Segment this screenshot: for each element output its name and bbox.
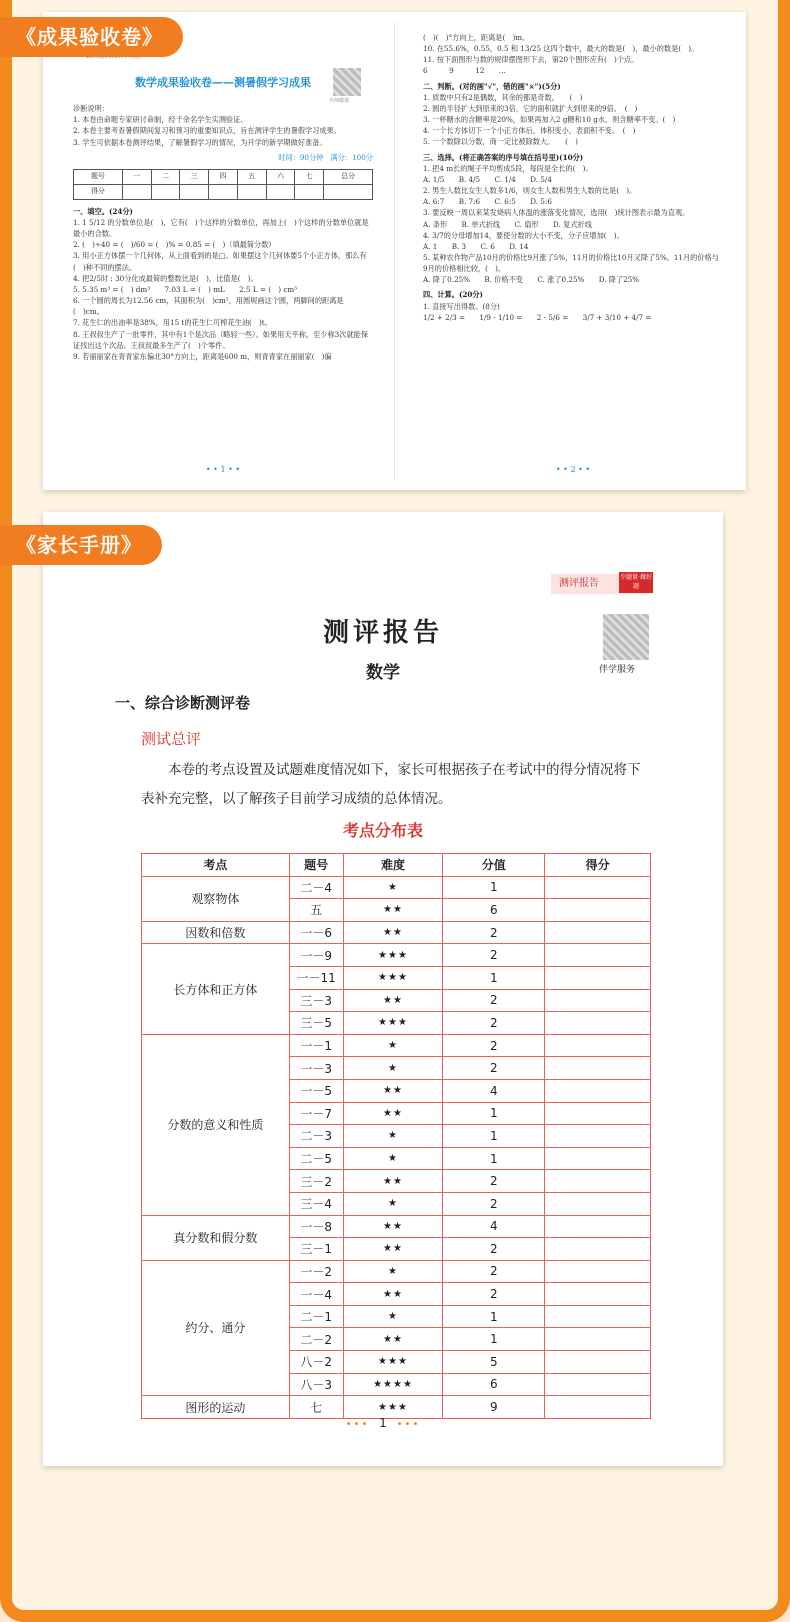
section-judge: 二、判断。(对的画"√"，错的画"×")(5分) <box>423 81 561 91</box>
question-number-cell: 七 <box>289 1396 343 1419</box>
points-cell: 2 <box>443 921 545 944</box>
question-item: 7. 花生仁的出油率是38%，用15 t的花生仁可榨花生油( )t。 <box>73 318 272 328</box>
table-row <box>142 921 651 944</box>
difficulty-cell: ★ <box>343 1125 443 1148</box>
points-cell: 5 <box>443 1351 545 1374</box>
difficulty-cell: ★★ <box>343 899 443 922</box>
score-cell <box>266 184 295 199</box>
score-cell <box>545 1396 651 1419</box>
difficulty-cell: ★★ <box>343 1102 443 1125</box>
difficulty-cell: ★★ <box>343 1238 443 1261</box>
section-choose: 三、选择。(将正确答案的序号填在括号里)(10分) <box>423 152 584 162</box>
choose-item: 3. 要反映一周以来某发烧病人体温的涨落变化情况，选用( )统计图表示最为直观。 <box>423 208 690 218</box>
table-row <box>142 1215 651 1238</box>
exam-qr-code <box>333 68 361 96</box>
points-cell: 2 <box>443 1034 545 1057</box>
difficulty-cell: ★★ <box>343 989 443 1012</box>
difficulty-cell: ★ <box>343 876 443 899</box>
score-header-cell: 题号 <box>74 169 123 184</box>
points-cell: 2 <box>443 1238 545 1261</box>
score-header-cell: 六 <box>266 169 295 184</box>
question-number-cell: 一－11 <box>289 966 343 989</box>
banner-parent-handbook: 《家长手册》 <box>0 525 162 565</box>
question-item: 4. 把2/5时 : 30分化成最简的整数比是( )，比值是( )。 <box>73 273 258 283</box>
choose-item: 2. 男生人数比女生人数多1/6，则女生人数和男生人数的比是( )。 <box>423 186 637 196</box>
points-cell: 1 <box>443 1102 545 1125</box>
score-cell <box>545 1260 651 1283</box>
judge-questions <box>423 92 723 148</box>
difficulty-cell: ★★ <box>343 1215 443 1238</box>
score-cell <box>545 1351 651 1374</box>
difficulty-cell: ★★★ <box>343 966 443 989</box>
question-number-cell: 五 <box>289 899 343 922</box>
exam-title: 数学成果验收卷——测暑假学习成果 <box>135 76 311 89</box>
score-row-label: 得分 <box>74 184 123 199</box>
difficulty-cell: ★ <box>343 1147 443 1170</box>
report-badge-sub: 少题量·做好题 <box>619 572 653 593</box>
choose-item: A. 1/5 B. 4/5 C. 1/4 D. 5/4 <box>423 174 552 184</box>
score-header-cell: 一 <box>122 169 151 184</box>
question-number-cell: 一－2 <box>289 1260 343 1283</box>
report-qr-code <box>603 614 649 660</box>
difficulty-cell: ★★★★ <box>343 1373 443 1396</box>
column-header: 得分 <box>545 854 651 877</box>
score-cell <box>545 1283 651 1306</box>
difficulty-cell: ★★★ <box>343 944 443 967</box>
points-cell: 2 <box>443 944 545 967</box>
page-number: 1 <box>379 1416 387 1430</box>
score-cell <box>180 184 209 199</box>
topic-cell: 图形的运动 <box>142 1396 290 1419</box>
question-number-cell: 八－2 <box>289 1351 343 1374</box>
exam-right-page <box>423 12 723 490</box>
points-cell: 6 <box>443 1373 545 1396</box>
page-dots-left: ••• <box>345 1419 370 1430</box>
topic-cell: 分数的意义和性质 <box>142 1034 290 1215</box>
report-subsection-heading: 测试总评 <box>141 730 202 748</box>
question-number-cell: 三－4 <box>289 1192 343 1215</box>
section-calc: 四、计算。(20分) <box>423 290 483 300</box>
fill-in-questions-continued <box>423 32 723 77</box>
question-item: 3. 用小正方体摆一个几何体，从上面看到的是□。如果摆这个几何体要5个小正方体，那么有( )种不同的摆法。 <box>73 251 367 272</box>
difficulty-cell: ★★★ <box>343 1396 443 1419</box>
question-item: 8. 王叔叔生产了一批零件，其中有1个是次品（略轻一些）。如果用天平称，至少称3次就能保证找出这个次品。王叔叔最多生产了( )个零件。 <box>73 329 369 350</box>
points-cell: 2 <box>443 1283 545 1306</box>
calc-expressions: 1/2 + 2/3 = 1/9 - 1/10 = 2 - 5/6 = 3/7 + 3/10 + 4/7 = <box>423 312 652 322</box>
difficulty-cell: ★★ <box>343 921 443 944</box>
question-number-cell: 三－3 <box>289 989 343 1012</box>
table-row <box>142 944 651 967</box>
difficulty-cell: ★ <box>343 1034 443 1057</box>
exam-left-page <box>73 12 373 490</box>
question-item: 11. 按下面图形与数的规律摆图形下去，第20个图形应有( )个点。 <box>423 55 639 65</box>
question-number-cell: 一－8 <box>289 1215 343 1238</box>
question-number-cell: 二－5 <box>289 1147 343 1170</box>
points-cell: 6 <box>443 899 545 922</box>
points-cell: 1 <box>443 1305 545 1328</box>
choose-item: A. 条形 B. 单式折线 C. 扇形 D. 复式折线 <box>423 219 592 229</box>
score-cell <box>545 1125 651 1148</box>
judge-item: 5. 一个数除以分数，商一定比被除数大。 ( ) <box>423 137 578 147</box>
report-section-heading: 一、综合诊断测评卷 <box>115 694 251 712</box>
score-cell <box>545 1305 651 1328</box>
difficulty-cell: ★ <box>343 1260 443 1283</box>
score-cell <box>545 1034 651 1057</box>
score-header-cell: 五 <box>237 169 266 184</box>
question-number-cell: 一－4 <box>289 1283 343 1306</box>
choose-item: A. 1 B. 3 C. 6 D. 14 <box>423 241 529 251</box>
score-cell <box>545 1057 651 1080</box>
report-subject: 数学 <box>366 663 400 683</box>
report-page <box>43 512 723 1466</box>
question-item: 5. 5.35 m³ = ( ) dm³ 7.03 L = ( ) mL 2.5 L = ( ) cm³ <box>73 284 298 294</box>
question-number-cell: 一－5 <box>289 1079 343 1102</box>
question-number-cell: 三－5 <box>289 1012 343 1035</box>
report-page-number <box>43 1416 723 1430</box>
column-header: 考点 <box>142 854 290 877</box>
topic-cell: 长方体和正方体 <box>142 944 290 1034</box>
choose-item: 4. 3/7的分母增加14，要使分数的大小不变，分子应增加( )。 <box>423 230 624 240</box>
report-qr-label: 伴学服务 <box>599 665 636 675</box>
score-cell <box>545 1170 651 1193</box>
points-cell: 2 <box>443 1192 545 1215</box>
difficulty-cell: ★★ <box>343 1283 443 1306</box>
score-cell <box>545 1192 651 1215</box>
score-cell <box>545 944 651 967</box>
points-cell: 1 <box>443 876 545 899</box>
report-badge <box>551 574 651 594</box>
score-header-cell: 总分 <box>324 169 373 184</box>
points-cell: 1 <box>443 1328 545 1351</box>
table-row <box>142 1260 651 1283</box>
question-number-cell: 一－6 <box>289 921 343 944</box>
score-cell <box>545 899 651 922</box>
judge-item: 1. 质数中只有2是偶数，其余的都是奇数。 ( ) <box>423 92 583 102</box>
instruction-line: 1. 本卷由命题专家研讨命制，经千余名学生实测验证。 <box>73 115 248 125</box>
question-number-cell: 二－4 <box>289 876 343 899</box>
choose-questions <box>423 163 723 286</box>
column-header: 难度 <box>343 854 443 877</box>
exam-spread <box>43 12 746 490</box>
score-header-cell: 四 <box>209 169 238 184</box>
judge-item: 4. 一个长方体切下一个小正方体后，体积变小，表面积不变。 ( ) <box>423 126 636 136</box>
table-row <box>142 1396 651 1419</box>
question-number-cell: 一－1 <box>289 1034 343 1057</box>
exam-page-number-left: • • 1 • • <box>205 464 241 474</box>
topic-cell: 因数和倍数 <box>142 921 290 944</box>
difficulty-cell: ★★ <box>343 1079 443 1102</box>
question-number-cell: 一－7 <box>289 1102 343 1125</box>
points-cell: 4 <box>443 1079 545 1102</box>
column-header: 分值 <box>443 854 545 877</box>
table-row <box>142 1034 651 1057</box>
score-cell <box>545 1238 651 1261</box>
difficulty-cell: ★★ <box>343 1170 443 1193</box>
difficulty-cell: ★ <box>343 1057 443 1080</box>
score-cell <box>237 184 266 199</box>
topic-cell: 真分数和假分数 <box>142 1215 290 1260</box>
points-cell: 1 <box>443 1125 545 1148</box>
question-item: 2. ( )÷40 = ( )/60 = ( )% = 0.85 = ( )（填最简分数） <box>73 240 276 250</box>
question-number-cell: 三－1 <box>289 1238 343 1261</box>
exam-page-number-right: • • 2 • • <box>555 464 591 474</box>
page-dots-right: ••• <box>396 1419 421 1430</box>
instructions-list <box>73 114 373 147</box>
section-fill-in: 一、填空。(24分) <box>73 206 133 216</box>
difficulty-cell: ★ <box>343 1192 443 1215</box>
score-cell <box>545 1079 651 1102</box>
banner-exam: 《成果验收卷》 <box>0 17 183 57</box>
question-number-cell: 二－3 <box>289 1125 343 1148</box>
score-table <box>73 169 373 200</box>
calc-heading: 1. 直接写出得数。(8分) <box>423 301 500 311</box>
difficulty-cell: ★★★ <box>343 1351 443 1374</box>
question-number-cell: 一－9 <box>289 944 343 967</box>
exam-qr-label: 名师微课 <box>329 98 350 104</box>
question-item: 6. 一个圆的周长为12.56 cm，其面积为( )cm²，用圆规画这个圆，两脚间的距离是( )cm。 <box>73 296 344 317</box>
points-cell: 1 <box>443 1147 545 1170</box>
score-cell <box>324 184 373 199</box>
score-cell <box>545 1373 651 1396</box>
question-number-cell: 八－3 <box>289 1373 343 1396</box>
topic-cell: 观察物体 <box>142 876 290 921</box>
score-cell <box>545 1102 651 1125</box>
question-item: 9. 若丽丽家在青青家东偏北30°方向上，距离是600 m，则青青家在丽丽家( )偏 <box>73 351 332 361</box>
instruction-line: 3. 学生可依据本卷测评结果，了解暑假学习的情况，为开学的新学期做好准备。 <box>73 137 327 147</box>
score-header-cell: 二 <box>151 169 180 184</box>
score-cell <box>122 184 151 199</box>
points-cell: 2 <box>443 989 545 1012</box>
question-item: ( )( )°方向上，距离是( )m。 <box>423 33 530 42</box>
page-divider <box>394 22 395 480</box>
instruction-line: 2. 本卷主要考查暑假期间复习和预习的重要知识点，旨在测评学生的暑假学习成果。 <box>73 126 341 136</box>
difficulty-cell: ★★★ <box>343 1012 443 1035</box>
instructions-title: 诊断说明： <box>73 104 109 114</box>
distribution-table-title: 考点分布表 <box>342 821 423 840</box>
question-item: 1. 1 5/12 的分数单位是( )，它有( )个这样的分数单位，再加上( )个这样的分数单位就是最小的合数。 <box>73 217 369 239</box>
question-number-cell: 一－3 <box>289 1057 343 1080</box>
judge-item: 3. 一杯糖水的含糖率是20%，如果再加入2 g糖和10 g水，则含糖率不变。( ) <box>423 115 676 125</box>
question-number-cell: 二－2 <box>289 1328 343 1351</box>
score-cell <box>545 1012 651 1035</box>
column-header: 题号 <box>289 854 343 877</box>
table-row <box>142 876 651 899</box>
points-cell: 2 <box>443 1057 545 1080</box>
choose-item: 1. 把4 m长的绳子平均剪成5段，每段是全长的( )。 <box>423 163 593 173</box>
choose-item: A. 降了0.25% B. 价格不变 C. 涨了0.25% D. 降了25% <box>423 275 640 285</box>
report-badge-label: 测评报告 <box>559 578 599 589</box>
choose-item: A. 6:7 B. 7:6 C. 6:5 D. 5:6 <box>423 197 552 207</box>
points-cell: 2 <box>443 1012 545 1035</box>
topic-cell: 约分、通分 <box>142 1260 290 1396</box>
question-item: 10. 在55.6%，0.55，0.5 和 13/25 这四个数中，最大的数是( )，最小的数是( )。 <box>423 44 699 54</box>
points-cell: 1 <box>443 966 545 989</box>
score-cell <box>545 876 651 899</box>
points-cell: 2 <box>443 1260 545 1283</box>
distribution-table <box>141 853 651 1419</box>
score-cell <box>545 1328 651 1351</box>
judge-item: 2. 圆的半径扩大到原来的3倍，它的面积就扩大到原来的9倍。 ( ) <box>423 103 638 113</box>
score-cell <box>545 1147 651 1170</box>
score-cell <box>295 184 324 199</box>
points-cell: 9 <box>443 1396 545 1419</box>
points-cell: 2 <box>443 1170 545 1193</box>
score-cell <box>545 966 651 989</box>
question-number-cell: 三－2 <box>289 1170 343 1193</box>
difficulty-cell: ★★ <box>343 1328 443 1351</box>
fill-in-questions <box>73 217 373 362</box>
score-cell <box>545 1215 651 1238</box>
score-cell <box>545 921 651 944</box>
difficulty-cell: ★ <box>343 1305 443 1328</box>
question-number-cell: 二－1 <box>289 1305 343 1328</box>
report-title: 测评报告 <box>322 618 443 648</box>
score-header-cell: 三 <box>180 169 209 184</box>
points-cell: 4 <box>443 1215 545 1238</box>
question-item: 6 9 12 … <box>423 66 506 76</box>
score-cell <box>151 184 180 199</box>
report-paragraph: 本卷的考点设置及试题难度情况如下，家长可根据孩子在考试中的得分情况将下表补充完整，以了解孩子目前学习成绩的总体情况。 <box>141 762 641 807</box>
score-header-cell: 七 <box>295 169 324 184</box>
choose-item: 5. 某种农作物产品10月的价格比9月涨了5%，11月的价格比10月又降了5%。11月的价格与9月的价格相比较，( )。 <box>423 252 719 274</box>
score-cell <box>209 184 238 199</box>
score-cell <box>545 989 651 1012</box>
time-score: 时间：90分钟 满分：100分 <box>278 152 373 162</box>
